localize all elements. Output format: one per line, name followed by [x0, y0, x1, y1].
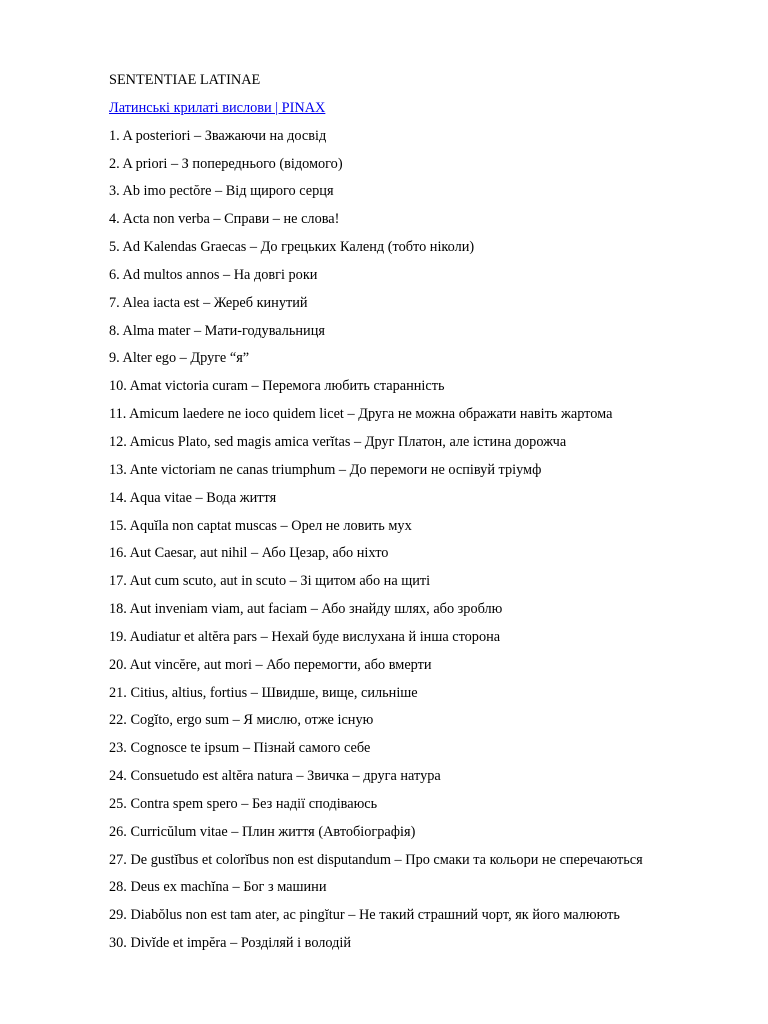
list-item: 24. Consuetudo est altĕra natura – Звичка – друга натура — [109, 768, 441, 785]
list-item: 27. De gustĭbus et colorĭbus non est disputandum – Про смаки та кольори не сперечаються — [109, 851, 643, 868]
sentence-list — [109, 123, 749, 958]
list-item: 4. Acta non verba – Справи – не слова! — [109, 211, 340, 228]
list-item: 19. Audiatur et altĕra pars – Нехай буде вислухана й інша сторона — [109, 628, 501, 645]
list-item: 1. A posteriori – Зважаючи на досвід — [109, 127, 327, 144]
list-item: 29. Diabŏlus non est tam ater, ac pingĭtur – Не такий страшний чорт, як його малюють — [109, 907, 620, 924]
list-item: 10. Amat victoria curam – Перемога любить старанність — [109, 378, 445, 395]
list-item: 2. A priori – З попереднього (відомого) — [109, 155, 343, 172]
list-item: 13. Ante victoriam ne canas triumphum – До перемоги не оспівуй тріумф — [109, 461, 542, 478]
list-item: 6. Ad multos annos – На довгі роки — [109, 266, 318, 283]
source-link[interactable]: Латинські крилаті вислови | PINAX — [109, 99, 326, 116]
list-item: 5. Ad Kalendas Graecas – До грецьких Календ (тобто ніколи) — [109, 239, 475, 256]
list-item: 11. Amicum laedere ne ioco quidem licet – Друга не можна ображати навіть жартома — [109, 406, 613, 423]
source-link-line — [109, 95, 749, 123]
list-item: 22. Cogĭto, ergo sum – Я мислю, отже існую — [109, 712, 374, 729]
list-item: 16. Aut Caesar, aut nihil – Або Цезар, або ніхто — [109, 545, 389, 562]
list-item: 8. Alma mater – Мати-годувальниця — [109, 322, 325, 339]
list-item: 26. Curricŭlum vitae – Плин життя (Автобіографія) — [109, 823, 416, 840]
list-item: 25. Contra spem spero – Без надії сподіваюсь — [109, 795, 378, 812]
list-item: 9. Alter ego – Друге “я” — [109, 350, 250, 367]
list-item: 18. Aut inveniam viam, aut faciam – Або знайду шлях, або зроблю — [109, 601, 503, 618]
list-item: 23. Cognosce te ipsum – Пізнай самого себе — [109, 740, 371, 757]
list-item: 14. Aqua vitae – Вода життя — [109, 489, 277, 506]
list-item: 20. Aut vincĕre, aut mori – Або перемогти, або вмерти — [109, 656, 432, 673]
list-item: 15. Aquĭla non captat muscas – Орел не ловить мух — [109, 517, 412, 534]
list-item: 21. Citius, altius, fortius – Швидше, вище, сильніше — [109, 684, 418, 701]
document-page — [109, 67, 749, 958]
list-item: 7. Alea iacta est – Жереб кинутий — [109, 294, 308, 311]
document-title: SENTENTIAE LATINAE — [109, 72, 261, 88]
list-item: 3. Ab imo pectŏre – Від щирого серця — [109, 183, 334, 200]
list-item: 12. Amicus Plato, sed magis amica verĭtas – Друг Платон, але істина дорожча — [109, 433, 567, 450]
list-item: 28. Deus ex machĭna – Бог з машини — [109, 879, 327, 896]
list-item: 30. Divĭde et impĕra – Розділяй і володій — [109, 935, 352, 952]
list-item: 17. Aut cum scuto, aut in scuto – Зі щитом або на щиті — [109, 573, 431, 590]
